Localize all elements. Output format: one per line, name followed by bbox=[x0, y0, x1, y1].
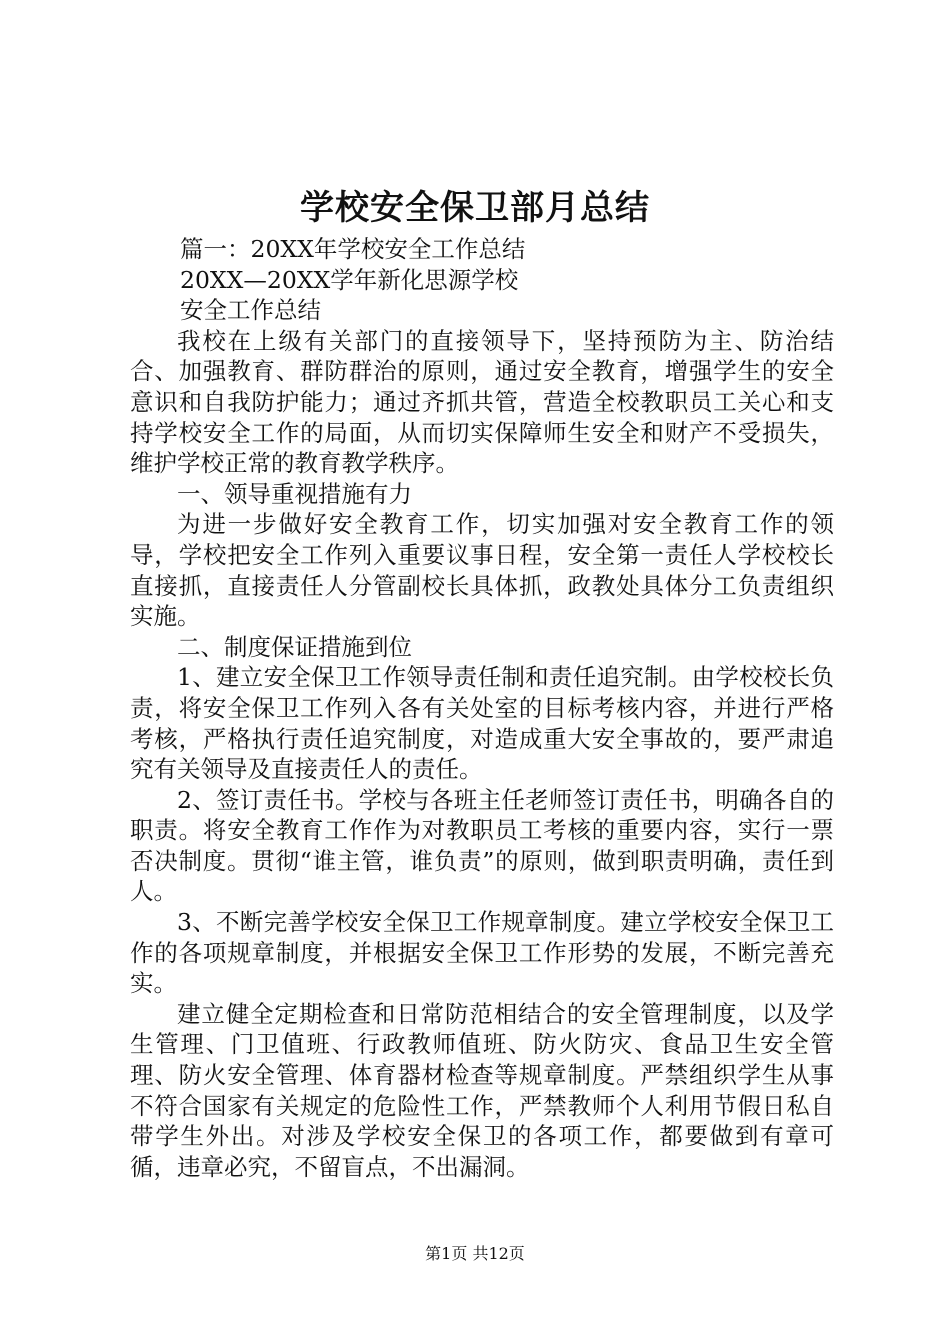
section-heading: 一、领导重视措施有力 bbox=[177, 479, 412, 508]
page-footer: 第1页 共12页 bbox=[425, 1244, 525, 1263]
section-heading: 二、制度保证措施到位 bbox=[177, 632, 412, 661]
paragraph: 篇一：20XX年学校安全工作总结 bbox=[180, 235, 526, 263]
paragraph: 我校在上级有关部门的直接领导下，坚持预防为主、防治结合、加强教育、群防群治的原则，通过安全教育，增强学生的安全意识和自我防护能力；通过齐抓共管，营造全校教职员工关心和支持学校安全工作的局面，从而切实保障师生安全和财产不受损失，维护学校正常的教育教学秩序。 bbox=[130, 326, 834, 478]
document-body bbox=[130, 234, 834, 1182]
paragraph: 为进一步做好安全教育工作，切实加强对安全教育工作的领导，学校把安全工作列入重要议事日程，安全第一责任人学校校长直接抓，直接责任人分管副校长具体抓，政教处具体分工负责组织实施。 bbox=[130, 510, 834, 631]
paragraph: 20XX—20XX学年新化思源学校 bbox=[180, 265, 519, 294]
paragraph: 建立健全定期检查和日常防范相结合的安全管理制度，以及学生管理、门卫值班、行政教师值班、防火防灾、食品卫生安全管理、防火安全管理、体育器材检查等规章制度。严禁组织学生从事不符合国家有关规定的危险性工作，严禁教师个人利用节假日私自带学生外出。对涉及学校安全保卫的各项工作，都要做到有章可循，违章必究，不留盲点，不出漏洞。 bbox=[130, 999, 834, 1181]
paragraph: 3、不断完善学校安全保卫工作规章制度。建立学校安全保卫工作的各项规章制度，并根据安全保卫工作形势的发展，不断完善充实。 bbox=[130, 908, 834, 998]
paragraph: 安全工作总结 bbox=[180, 296, 321, 325]
paragraph: 1、建立安全保卫工作领导责任制和责任追究制。由学校校长负责，将安全保卫工作列入各有关处室的目标考核内容，并进行严格考核，严格执行责任追究制度，对造成重大安全事故的，要严肃追究有关领导及直接责任人的责任。 bbox=[130, 663, 834, 784]
paragraph: 2、签订责任书。学校与各班主任老师签订责任书，明确各自的职责。将安全教育工作作为对教职员工考核的重要内容，实行一票否决制度。贯彻“谁主管，谁负责”的原则，做到职责明确，责任到人。 bbox=[130, 785, 834, 906]
document-title: 学校安全保卫部月总结 bbox=[300, 188, 650, 228]
